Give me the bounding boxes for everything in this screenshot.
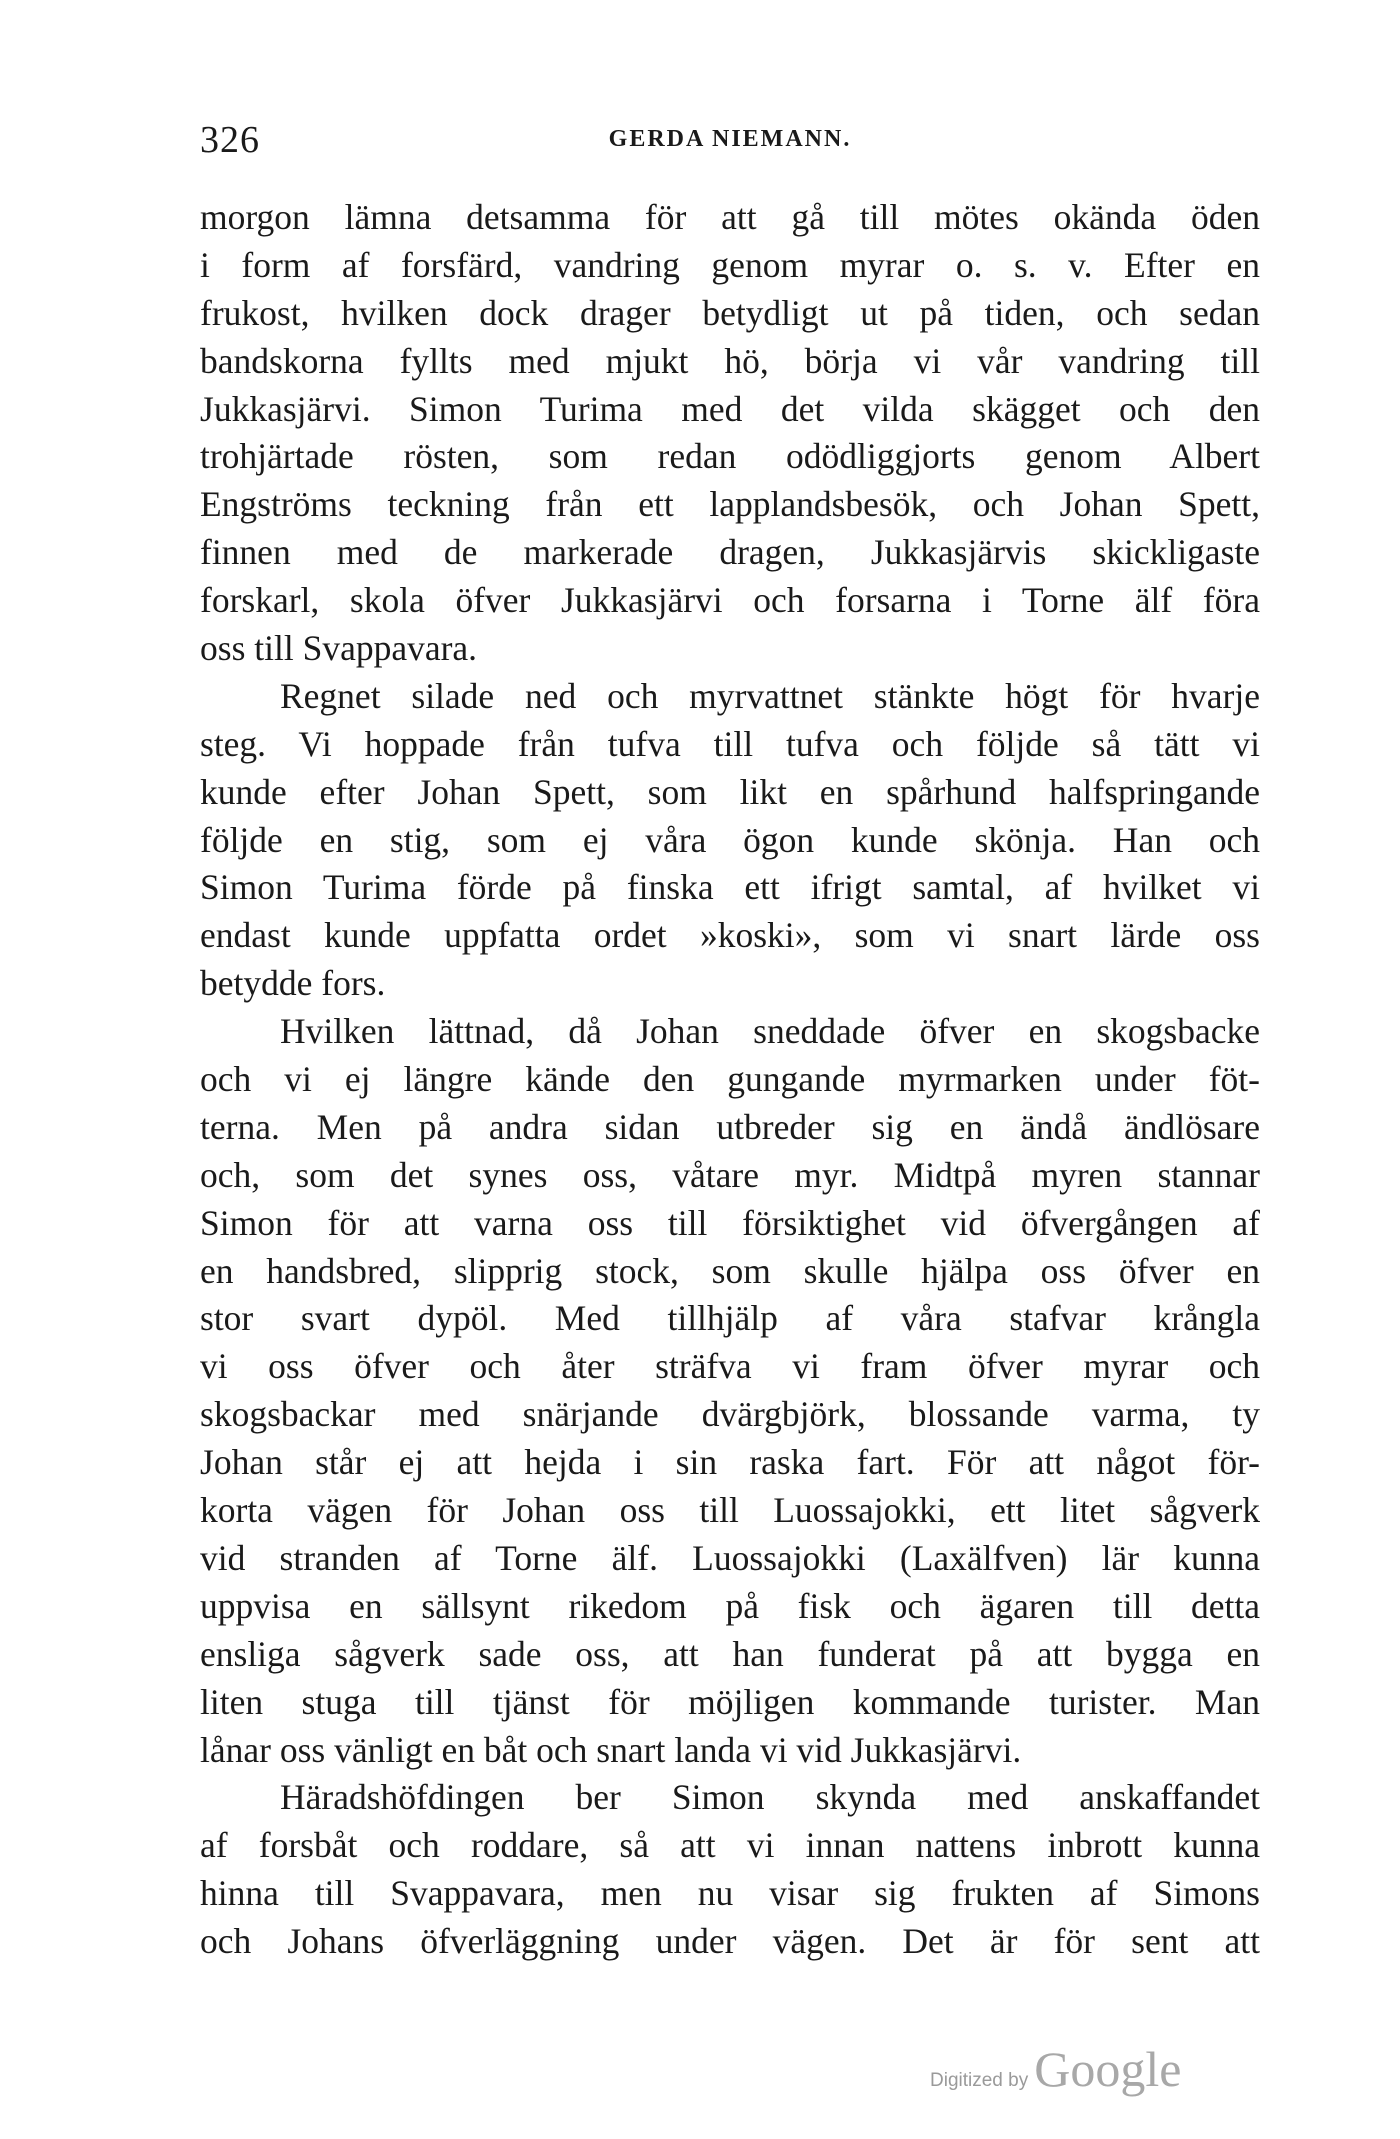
text-line: stor svart dypöl. Med tillhjälp af våra stafvar krångla xyxy=(200,1298,1260,1339)
text-line: oss till Svappavara. xyxy=(200,628,478,669)
text-line: betydde fors. xyxy=(200,963,386,1004)
text-line: finnen med de markerade dragen, Jukkasjärvis skickligaste xyxy=(200,532,1260,573)
watermark-prefix: Digitized by xyxy=(930,2070,1029,2091)
text-line: lånar oss vänligt en båt och snart landa vi vid Jukkasjärvi. xyxy=(200,1729,1022,1770)
text-line: liten stuga till tjänst för möjligen kommande turister. Man xyxy=(200,1681,1260,1722)
text-line: kunde efter Johan Spett, som likt en spårhund halfspringande xyxy=(200,771,1260,812)
text-line: forskarl, skola öfver Jukkasjärvi och forsarna i Torne älf föra xyxy=(200,580,1260,621)
text-line: Simon för att varna oss till försiktighet vid öfvergången af xyxy=(200,1202,1260,1243)
text-line: steg. Vi hoppade från tufva till tufva och följde så tätt vi xyxy=(200,723,1260,764)
text-line: bandskorna fyllts med mjukt hö, börja vi vår vandring till xyxy=(200,340,1260,381)
text-line: vi oss öfver och åter sträfva vi fram öfver myrar och xyxy=(200,1346,1260,1387)
text-line: frukost, hvilken dock drager betydligt ut på tiden, och sedan xyxy=(200,292,1260,333)
digitization-watermark xyxy=(930,2040,1181,2100)
text-line: Hvilken lättnad, då Johan sneddade öfver en skogsbacke xyxy=(280,1011,1260,1052)
text-line: Johan står ej att hejda i sin raska fart. För att något för- xyxy=(200,1442,1260,1483)
text-line: korta vägen för Johan oss till Luossajokki, ett litet sågverk xyxy=(200,1490,1260,1531)
text-line: endast kunde uppfatta ordet »koski», som vi snart lärde oss xyxy=(200,915,1260,956)
text-line: och, som det synes oss, våtare myr. Midtpå myren stannar xyxy=(200,1154,1260,1195)
text-line: morgon lämna detsamma för att gå till mötes okända öden xyxy=(200,197,1260,237)
text-line: af forsbåt och roddare, så att vi innan nattens inbrott kunna xyxy=(200,1825,1260,1866)
text-line: skogsbackar med snärjande dvärgbjörk, blossande varma, ty xyxy=(200,1394,1260,1435)
body-text xyxy=(200,194,1260,1966)
text-line: trohjärtade rösten, som redan odödliggjorts genom Albert xyxy=(200,436,1260,477)
watermark-brand-logo: Google xyxy=(1034,2041,1182,2097)
text-line: hinna till Svappavara, men nu visar sig frukten af Simons xyxy=(200,1873,1260,1914)
text-line: ensliga sågverk sade oss, att han funderat på att bygga en xyxy=(200,1633,1260,1674)
text-line: Regnet silade ned och myrvattnet stänkte högt för hvarje xyxy=(280,675,1260,716)
text-line: Jukkasjärvi. Simon Turima med det vilda skägget och den xyxy=(200,388,1260,429)
text-line: uppvisa en sällsynt rikedom på fisk och ägaren till detta xyxy=(200,1585,1260,1626)
page-number: 326 xyxy=(200,119,260,161)
text-line: Engströms teckning från ett lapplandsbesök, och Johan Spett, xyxy=(200,484,1260,525)
text-line: Häradshöfdingen ber Simon skynda med anskaffandet xyxy=(280,1777,1260,1818)
text-line: vid stranden af Torne älf. Luossajokki (Laxälfven) lär kunna xyxy=(200,1537,1260,1578)
text-line: terna. Men på andra sidan utbreder sig en ändå ändlösare xyxy=(200,1106,1260,1147)
text-line: en handsbred, slipprig stock, som skulle hjälpa oss öfver en xyxy=(200,1250,1260,1291)
text-line: följde en stig, som ej våra ögon kunde skönja. Han och xyxy=(200,819,1260,860)
running-head xyxy=(200,118,1260,161)
text-line: Simon Turima förde på finska ett ifrigt samtal, af hvilket vi xyxy=(200,867,1260,908)
text-line: i form af forsfärd, vandring genom myrar o. s. v. Efter en xyxy=(200,244,1260,285)
running-title: GERDA NIEMANN. xyxy=(608,126,852,152)
text-line: och vi ej längre kände den gungande myrmarken under föt- xyxy=(200,1059,1260,1100)
text-line: och Johans öfverläggning under vägen. Det är för sent att xyxy=(200,1921,1260,1962)
